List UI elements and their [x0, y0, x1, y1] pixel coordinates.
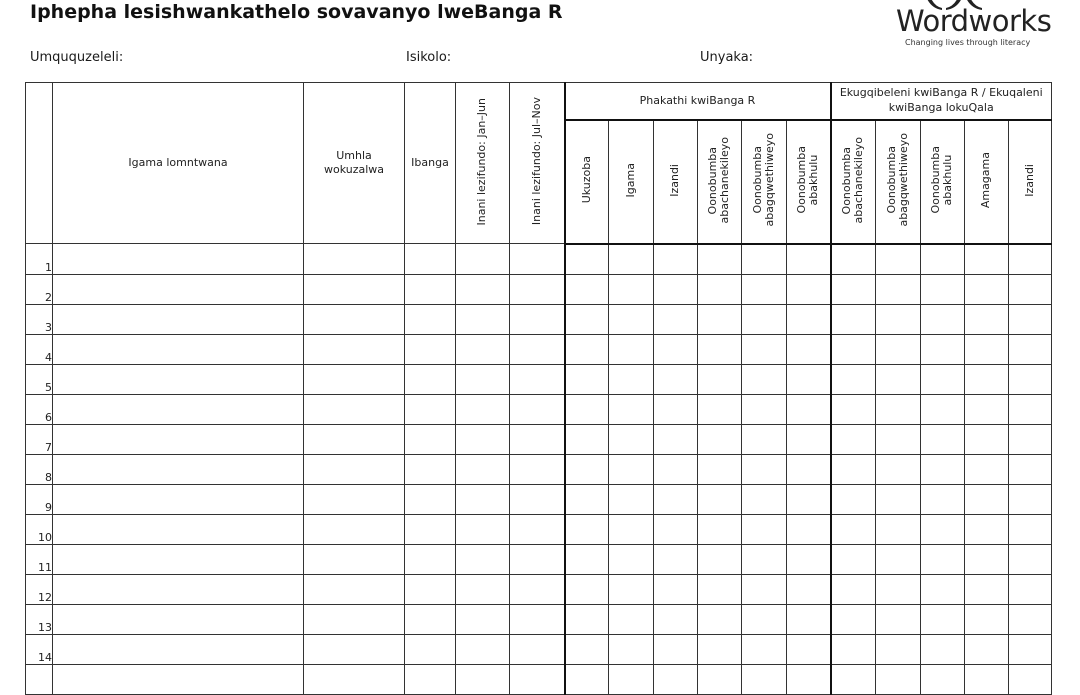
mid-letters-capital-cell[interactable] [787, 604, 831, 634]
child-name-cell[interactable] [53, 274, 304, 304]
sessions-jul-nov-cell[interactable] [510, 634, 565, 664]
mid-letters-reversed-cell[interactable] [742, 664, 787, 694]
end-words-cell[interactable] [965, 424, 1009, 454]
end-letters-correct-cell[interactable] [831, 544, 876, 574]
mid-drawing-cell[interactable] [565, 304, 609, 334]
mid-drawing-cell[interactable] [565, 364, 609, 394]
end-letters-correct-cell[interactable] [831, 574, 876, 604]
date-of-birth-cell[interactable] [304, 604, 405, 634]
end-words-cell[interactable] [965, 364, 1009, 394]
table-row [26, 334, 1052, 364]
mid-drawing-cell[interactable] [565, 574, 609, 604]
sessions-jan-jun-cell[interactable] [456, 334, 510, 364]
mid-letters-capital-cell[interactable] [787, 304, 831, 334]
sessions-jul-nov-cell[interactable] [510, 514, 565, 544]
end-letters-correct-cell[interactable] [831, 274, 876, 304]
row-number [26, 664, 53, 694]
mid-letters-reversed-cell[interactable] [742, 244, 787, 275]
end-sounds-cell[interactable] [1009, 484, 1052, 514]
sessions-jan-jun-cell[interactable] [456, 484, 510, 514]
mid-letters-capital-cell[interactable] [787, 514, 831, 544]
row-number: 14 [26, 634, 53, 664]
mid-name-cell[interactable] [609, 484, 654, 514]
date-of-birth-cell[interactable] [304, 274, 405, 304]
end-letters-reversed-cell[interactable] [876, 604, 921, 634]
end-letters-reversed-cell[interactable] [876, 454, 921, 484]
grade-cell[interactable] [405, 664, 456, 694]
mid-drawing-cell[interactable] [565, 454, 609, 484]
mid-letters-reversed-cell[interactable] [742, 424, 787, 454]
facilitator-label: Umququzeleli: [30, 50, 124, 65]
mid-drawing-cell[interactable] [565, 604, 609, 634]
table-row [26, 664, 1052, 694]
end-words-cell[interactable] [965, 604, 1009, 634]
sessions-jul-nov-cell[interactable] [510, 574, 565, 604]
mid-letters-reversed-cell[interactable] [742, 334, 787, 364]
end-letters-capital-cell[interactable] [921, 604, 965, 634]
mid-letters-capital-cell[interactable] [787, 484, 831, 514]
end-sounds-cell[interactable] [1009, 274, 1052, 304]
date-of-birth-cell[interactable] [304, 634, 405, 664]
mid-letters-capital-cell[interactable] [787, 634, 831, 664]
mid-letters-correct-cell[interactable] [698, 454, 742, 484]
mid-sounds-cell[interactable] [654, 424, 698, 454]
end-letters-reversed-cell[interactable] [876, 634, 921, 664]
assessment-table [25, 82, 1052, 695]
end-letters-capital-cell[interactable] [921, 244, 965, 275]
grade-cell[interactable] [405, 364, 456, 394]
grade-cell[interactable] [405, 244, 456, 275]
end-letters-reversed-cell[interactable] [876, 664, 921, 694]
mid-letters-correct-cell[interactable] [698, 334, 742, 364]
mid-sounds-cell[interactable] [654, 364, 698, 394]
mid-letters-reversed-cell[interactable] [742, 364, 787, 394]
row-number: 13 [26, 604, 53, 634]
date-of-birth-cell[interactable] [304, 544, 405, 574]
table-row [26, 244, 1052, 275]
end-letters-correct-cell[interactable] [831, 454, 876, 484]
sessions-jan-jun-cell[interactable] [456, 514, 510, 544]
end-words-cell[interactable] [965, 664, 1009, 694]
sessions-jul-nov-cell[interactable] [510, 394, 565, 424]
mid-sounds-cell[interactable] [654, 664, 698, 694]
end-words-cell[interactable] [965, 334, 1009, 364]
end-letters-correct-cell[interactable] [831, 394, 876, 424]
row-number: 12 [26, 574, 53, 604]
end-letters-capital-cell[interactable] [921, 544, 965, 574]
end-letters-correct-cell[interactable] [831, 664, 876, 694]
end-letters-capital-cell[interactable] [921, 484, 965, 514]
mid-drawing-cell[interactable] [565, 514, 609, 544]
child-name-cell[interactable] [53, 394, 304, 424]
table-row [26, 424, 1052, 454]
row-number: 2 [26, 274, 53, 304]
mid-letters-reversed-header: Oonobumba abagqwethiweyo [742, 120, 787, 244]
grade-cell[interactable] [405, 634, 456, 664]
end-sounds-cell[interactable] [1009, 364, 1052, 394]
grade-cell[interactable] [405, 514, 456, 544]
end-letters-correct-cell[interactable] [831, 244, 876, 275]
sessions-jul-nov-cell[interactable] [510, 544, 565, 574]
mid-letters-correct-cell[interactable] [698, 514, 742, 544]
end-letters-reversed-cell[interactable] [876, 394, 921, 424]
end-letters-reversed-cell[interactable] [876, 364, 921, 394]
end-letters-capital-cell[interactable] [921, 454, 965, 484]
end-letters-capital-cell[interactable] [921, 634, 965, 664]
page-title: Iphepha lesishwankathelo sovavanyo lweBanga R [30, 1, 563, 23]
sessions-jul-nov-cell[interactable] [510, 334, 565, 364]
end-letters-capital-cell[interactable] [921, 394, 965, 424]
child-name-cell[interactable] [53, 424, 304, 454]
mid-sounds-cell[interactable] [654, 544, 698, 574]
mid-drawing-cell[interactable] [565, 544, 609, 574]
mid-drawing-cell[interactable] [565, 394, 609, 424]
sessions-jan-jun-cell[interactable] [456, 304, 510, 334]
table-row [26, 454, 1052, 484]
end-letters-reversed-cell[interactable] [876, 244, 921, 275]
mid-name-cell[interactable] [609, 334, 654, 364]
end-words-cell[interactable] [965, 634, 1009, 664]
mid-letters-correct-cell[interactable] [698, 364, 742, 394]
mid-letters-correct-cell[interactable] [698, 424, 742, 454]
end-sounds-cell[interactable] [1009, 514, 1052, 544]
row-number: 11 [26, 544, 53, 574]
row-number: 3 [26, 304, 53, 334]
child-name-cell[interactable] [53, 454, 304, 484]
mid-name-cell[interactable] [609, 604, 654, 634]
mid-sounds-cell[interactable] [654, 454, 698, 484]
mid-letters-correct-cell[interactable] [698, 394, 742, 424]
sessions-jul-nov-cell[interactable] [510, 244, 565, 275]
mid-letters-correct-cell[interactable] [698, 544, 742, 574]
end-sounds-cell[interactable] [1009, 394, 1052, 424]
sessions-jan-jun-cell[interactable] [456, 394, 510, 424]
table-row [26, 604, 1052, 634]
mid-letters-reversed-cell[interactable] [742, 394, 787, 424]
table-row [26, 634, 1052, 664]
end-words-cell[interactable] [965, 574, 1009, 604]
date-of-birth-cell[interactable] [304, 394, 405, 424]
child-name-cell[interactable] [53, 244, 304, 275]
end-letters-correct-cell[interactable] [831, 634, 876, 664]
end-letters-correct-cell[interactable] [831, 604, 876, 634]
sessions-jan-jun-cell[interactable] [456, 634, 510, 664]
sessions-jul-nov-cell[interactable] [510, 664, 565, 694]
mid-letters-reversed-cell[interactable] [742, 604, 787, 634]
row-number: 10 [26, 514, 53, 544]
mid-letters-correct-cell[interactable] [698, 634, 742, 664]
sessions-jan-jun-cell[interactable] [456, 244, 510, 275]
table-row [26, 394, 1052, 424]
end-grade-r-group-header: Ekugqibeleni kwiBanga R / Ekuqaleni kwiBanga lokuQala [831, 83, 1052, 120]
mid-grade-r-group-header: Phakathi kwiBanga R [565, 83, 831, 120]
child-name-cell[interactable] [53, 304, 304, 334]
end-sounds-cell[interactable] [1009, 604, 1052, 634]
end-letters-reversed-cell[interactable] [876, 334, 921, 364]
end-letters-reversed-cell[interactable] [876, 484, 921, 514]
child-name-cell[interactable] [53, 544, 304, 574]
end-sounds-cell[interactable] [1009, 634, 1052, 664]
year-label: Unyaka: [700, 50, 754, 65]
mid-letters-correct-cell[interactable] [698, 604, 742, 634]
end-letters-capital-cell[interactable] [921, 574, 965, 604]
mid-letters-correct-cell[interactable] [698, 304, 742, 334]
date-of-birth-cell[interactable] [304, 454, 405, 484]
mid-sounds-cell[interactable] [654, 394, 698, 424]
sessions-jul-nov-header: Inani lezifundo: Jul–Nov [510, 83, 565, 244]
mid-name-cell[interactable] [609, 574, 654, 604]
end-letters-capital-cell[interactable] [921, 664, 965, 694]
mid-letters-correct-header: Oonobumba abachanekileyo [698, 120, 742, 244]
child-name-cell[interactable] [53, 664, 304, 694]
sessions-jan-jun-header: Inani lezifundo: Jan–Jun [456, 83, 510, 244]
row-number: 6 [26, 394, 53, 424]
end-letters-correct-cell[interactable] [831, 364, 876, 394]
end-sounds-cell[interactable] [1009, 454, 1052, 484]
end-letters-capital-header: Oonobumba abakhulu [921, 120, 965, 244]
table-row [26, 274, 1052, 304]
mid-name-cell[interactable] [609, 664, 654, 694]
mid-letters-capital-cell[interactable] [787, 364, 831, 394]
child-name-cell[interactable] [53, 604, 304, 634]
grade-cell[interactable] [405, 484, 456, 514]
mid-letters-capital-header: Oonobumba abakhulu [787, 120, 831, 244]
end-words-header: Amagama [965, 120, 1009, 244]
mid-drawing-cell[interactable] [565, 244, 609, 275]
child-name-cell[interactable] [53, 574, 304, 604]
end-letters-capital-cell[interactable] [921, 304, 965, 334]
mid-letters-reversed-cell[interactable] [742, 634, 787, 664]
end-sounds-cell[interactable] [1009, 574, 1052, 604]
mid-letters-capital-cell[interactable] [787, 664, 831, 694]
end-letters-correct-cell[interactable] [831, 514, 876, 544]
mid-letters-correct-cell[interactable] [698, 574, 742, 604]
mid-letters-reversed-cell[interactable] [742, 304, 787, 334]
end-words-cell[interactable] [965, 454, 1009, 484]
mid-letters-correct-cell[interactable] [698, 484, 742, 514]
logo-tagline: Changing lives through literacy [905, 38, 1031, 47]
mid-letters-reversed-cell[interactable] [742, 274, 787, 304]
mid-name-cell[interactable] [609, 364, 654, 394]
sessions-jul-nov-cell[interactable] [510, 604, 565, 634]
end-sounds-cell[interactable] [1009, 304, 1052, 334]
mid-drawing-cell[interactable] [565, 664, 609, 694]
grade-cell[interactable] [405, 274, 456, 304]
mid-letters-reversed-cell[interactable] [742, 484, 787, 514]
grade-cell[interactable] [405, 544, 456, 574]
date-of-birth-cell[interactable] [304, 484, 405, 514]
mid-name-cell[interactable] [609, 394, 654, 424]
date-of-birth-cell[interactable] [304, 304, 405, 334]
date-of-birth-header: Umhla wokuzalwa [304, 83, 405, 244]
end-letters-reversed-cell[interactable] [876, 514, 921, 544]
end-sounds-cell[interactable] [1009, 334, 1052, 364]
end-words-cell[interactable] [965, 244, 1009, 275]
end-words-cell[interactable] [965, 514, 1009, 544]
end-letters-correct-cell[interactable] [831, 484, 876, 514]
mid-sounds-header: Izandi [654, 120, 698, 244]
end-words-cell[interactable] [965, 394, 1009, 424]
mid-name-cell[interactable] [609, 634, 654, 664]
end-letters-capital-cell[interactable] [921, 364, 965, 394]
mid-letters-reversed-cell[interactable] [742, 454, 787, 484]
mid-name-cell[interactable] [609, 514, 654, 544]
mid-letters-capital-cell[interactable] [787, 574, 831, 604]
sessions-jan-jun-cell[interactable] [456, 424, 510, 454]
end-letters-reversed-cell[interactable] [876, 544, 921, 574]
end-letters-correct-cell[interactable] [831, 304, 876, 334]
mid-drawing-cell[interactable] [565, 274, 609, 304]
mid-letters-reversed-cell[interactable] [742, 514, 787, 544]
row-number: 8 [26, 454, 53, 484]
table-row [26, 364, 1052, 394]
end-letters-correct-header: Oonobumba abachanekileyo [831, 120, 876, 244]
end-words-cell[interactable] [965, 484, 1009, 514]
mid-name-cell[interactable] [609, 424, 654, 454]
mid-sounds-cell[interactable] [654, 334, 698, 364]
grade-cell[interactable] [405, 334, 456, 364]
mid-sounds-cell[interactable] [654, 484, 698, 514]
end-words-cell[interactable] [965, 274, 1009, 304]
child-name-cell[interactable] [53, 634, 304, 664]
grade-cell[interactable] [405, 304, 456, 334]
grade-cell[interactable] [405, 604, 456, 634]
end-words-cell[interactable] [965, 544, 1009, 574]
grade-cell[interactable] [405, 454, 456, 484]
mid-drawing-cell[interactable] [565, 424, 609, 454]
mid-name-cell[interactable] [609, 454, 654, 484]
mid-name-cell[interactable] [609, 274, 654, 304]
row-number-header [26, 83, 53, 244]
mid-sounds-cell[interactable] [654, 304, 698, 334]
mid-sounds-cell[interactable] [654, 274, 698, 304]
date-of-birth-cell[interactable] [304, 334, 405, 364]
mid-name-cell[interactable] [609, 544, 654, 574]
sessions-jul-nov-cell[interactable] [510, 454, 565, 484]
mid-letters-correct-cell[interactable] [698, 244, 742, 275]
mid-letters-correct-cell[interactable] [698, 664, 742, 694]
end-letters-reversed-header: Oonobumba abagqwethiweyo [876, 120, 921, 244]
grade-cell[interactable] [405, 394, 456, 424]
end-letters-reversed-cell[interactable] [876, 574, 921, 604]
end-sounds-header: Izandi [1009, 120, 1052, 244]
sessions-jan-jun-cell[interactable] [456, 574, 510, 604]
table-row [26, 514, 1052, 544]
grade-cell[interactable] [405, 574, 456, 604]
end-letters-capital-cell[interactable] [921, 424, 965, 454]
mid-drawing-header: Ukuzoba [565, 120, 609, 244]
mid-letters-capital-cell[interactable] [787, 544, 831, 574]
child-name-cell[interactable] [53, 364, 304, 394]
date-of-birth-cell[interactable] [304, 244, 405, 275]
wordworks-logo [892, 0, 1052, 52]
row-number: 1 [26, 244, 53, 275]
child-name-header: Igama lomntwana [53, 83, 304, 244]
logo-wordmark: Wordworks [896, 4, 1052, 38]
mid-letters-correct-cell[interactable] [698, 274, 742, 304]
mid-letters-capital-cell[interactable] [787, 274, 831, 304]
end-letters-correct-cell[interactable] [831, 334, 876, 364]
table-row [26, 484, 1052, 514]
sessions-jan-jun-cell[interactable] [456, 544, 510, 574]
mid-letters-capital-cell[interactable] [787, 334, 831, 364]
end-letters-reversed-cell[interactable] [876, 274, 921, 304]
mid-letters-capital-cell[interactable] [787, 394, 831, 424]
row-number: 7 [26, 424, 53, 454]
child-name-cell[interactable] [53, 514, 304, 544]
table-row [26, 304, 1052, 334]
child-name-cell[interactable] [53, 334, 304, 364]
table-row [26, 544, 1052, 574]
mid-letters-capital-cell[interactable] [787, 454, 831, 484]
sessions-jan-jun-cell[interactable] [456, 364, 510, 394]
sessions-jul-nov-cell[interactable] [510, 484, 565, 514]
child-name-cell[interactable] [53, 484, 304, 514]
mid-sounds-cell[interactable] [654, 514, 698, 544]
end-sounds-cell[interactable] [1009, 424, 1052, 454]
end-letters-capital-cell[interactable] [921, 274, 965, 304]
date-of-birth-cell[interactable] [304, 574, 405, 604]
mid-sounds-cell[interactable] [654, 574, 698, 604]
end-sounds-cell[interactable] [1009, 544, 1052, 574]
table-row [26, 574, 1052, 604]
date-of-birth-cell[interactable] [304, 514, 405, 544]
mid-drawing-cell[interactable] [565, 334, 609, 364]
sessions-jan-jun-cell[interactable] [456, 664, 510, 694]
sessions-jan-jun-cell[interactable] [456, 454, 510, 484]
date-of-birth-cell[interactable] [304, 664, 405, 694]
end-letters-capital-cell[interactable] [921, 334, 965, 364]
end-letters-reversed-cell[interactable] [876, 424, 921, 454]
row-number: 5 [26, 364, 53, 394]
mid-sounds-cell[interactable] [654, 634, 698, 664]
grade-header: Ibanga [405, 83, 456, 244]
sessions-jul-nov-cell[interactable] [510, 364, 565, 394]
sessions-jan-jun-cell[interactable] [456, 274, 510, 304]
mid-sounds-cell[interactable] [654, 604, 698, 634]
mid-drawing-cell[interactable] [565, 484, 609, 514]
mid-letters-reversed-cell[interactable] [742, 574, 787, 604]
mid-name-cell[interactable] [609, 304, 654, 334]
end-sounds-cell[interactable] [1009, 244, 1052, 275]
row-number: 9 [26, 484, 53, 514]
mid-name-cell[interactable] [609, 244, 654, 275]
end-sounds-cell[interactable] [1009, 664, 1052, 694]
mid-letters-reversed-cell[interactable] [742, 544, 787, 574]
mid-sounds-cell[interactable] [654, 244, 698, 275]
school-label: Isikolo: [406, 50, 452, 65]
sessions-jul-nov-cell[interactable] [510, 274, 565, 304]
sessions-jul-nov-cell[interactable] [510, 424, 565, 454]
end-letters-correct-cell[interactable] [831, 424, 876, 454]
date-of-birth-cell[interactable] [304, 424, 405, 454]
mid-letters-capital-cell[interactable] [787, 244, 831, 275]
mid-drawing-cell[interactable] [565, 634, 609, 664]
end-words-cell[interactable] [965, 304, 1009, 334]
end-letters-reversed-cell[interactable] [876, 304, 921, 334]
row-number: 4 [26, 334, 53, 364]
date-of-birth-cell[interactable] [304, 364, 405, 394]
sessions-jul-nov-cell[interactable] [510, 304, 565, 334]
mid-letters-capital-cell[interactable] [787, 424, 831, 454]
end-letters-capital-cell[interactable] [921, 514, 965, 544]
mid-name-header: Igama [609, 120, 654, 244]
grade-cell[interactable] [405, 424, 456, 454]
sessions-jan-jun-cell[interactable] [456, 604, 510, 634]
